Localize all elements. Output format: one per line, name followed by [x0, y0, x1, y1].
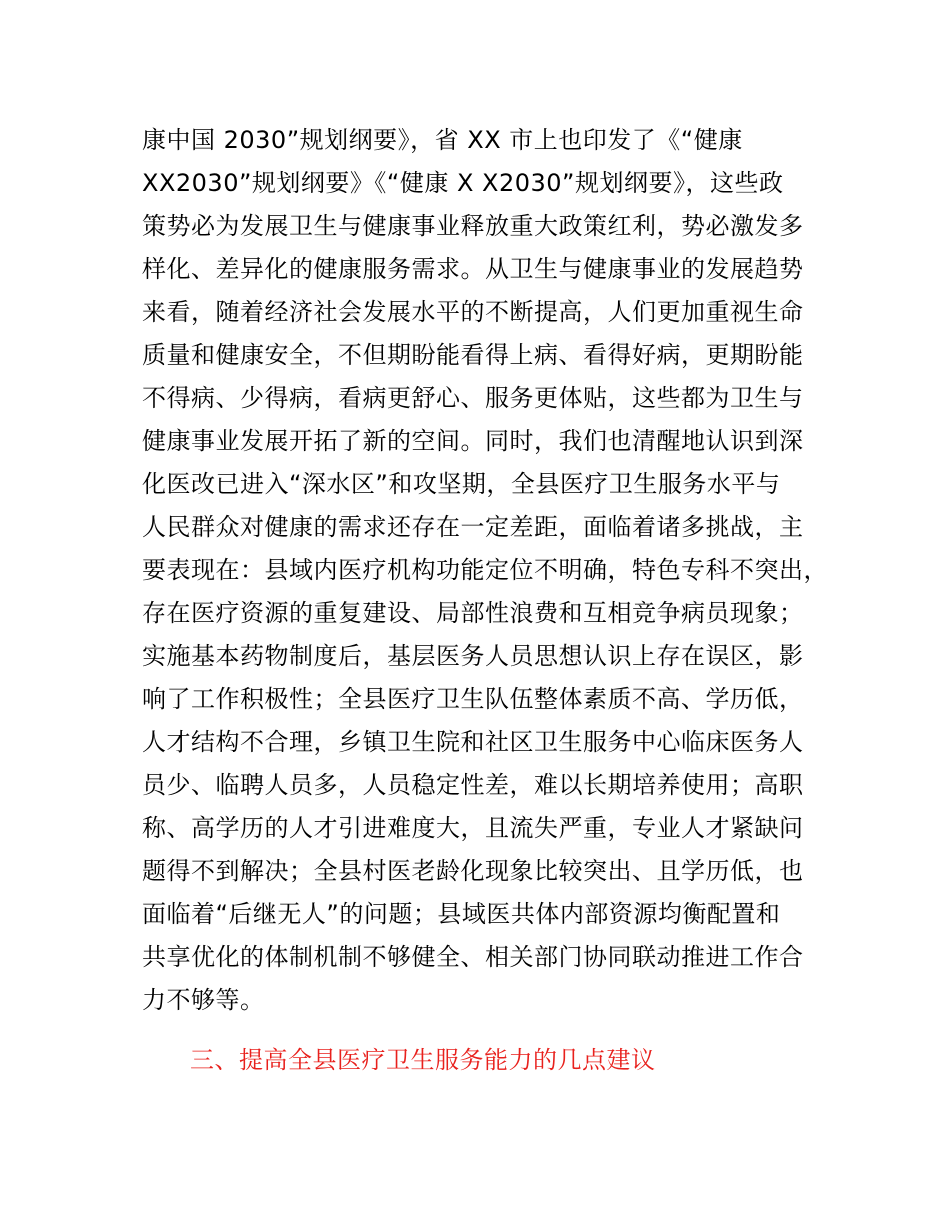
paragraph-line: 员少、临聘人员多，人员稳定性差，难以长期培养使用；高职	[142, 771, 804, 799]
paragraph-line: XX2030”规划纲要》《“健康 X X2030”规划纲要》，这些政	[142, 169, 784, 197]
paragraph-line: 质量和健康安全，不但期盼能看得上病、看得好病，更期盼能	[142, 341, 804, 369]
paragraph-line: 面临着“后继无人”的问题；县域医共体内部资源均衡配置和	[142, 900, 781, 928]
paragraph-line: 实施基本药物制度后，基层医务人员思想认识上存在误区，影	[142, 642, 804, 670]
paragraph-line: 策势必为发展卫生与健康事业释放重大政策红利，势必激发多	[142, 212, 804, 240]
paragraph-line: 化医改已进入“深水区”和攻坚期，全县医疗卫生服务水平与	[142, 470, 781, 498]
section-heading: 三、提高全县医疗卫生服务能力的几点建议	[190, 1046, 656, 1074]
paragraph-line: 要表现在：县域内医疗机构功能定位不明确，特色专科不突出，	[142, 556, 828, 584]
paragraph-line: 健康事业发展开拓了新的空间。同时，我们也清醒地认识到深	[142, 427, 804, 455]
paragraph-line: 人才结构不合理，乡镇卫生院和社区卫生服务中心临床医务人	[142, 728, 804, 756]
paragraph-line: 存在医疗资源的重复建设、局部性浪费和互相竞争病员现象；	[142, 599, 804, 627]
paragraph-line: 人民群众对健康的需求还存在一定差距，面临着诸多挑战，主	[142, 513, 804, 541]
paragraph-line: 来看，随着经济社会发展水平的不断提高，人们更加重视生命	[142, 298, 804, 326]
paragraph-line: 称、高学历的人才引进难度大，且流失严重，专业人才紧缺问	[142, 814, 804, 842]
paragraph-line: 康中国 2030”规划纲要》，省 XX 市上也印发了《“健康	[142, 126, 743, 154]
paragraph-line: 力不够等。	[142, 986, 265, 1014]
paragraph-line: 共享优化的体制机制不够健全、相关部门协同联动推进工作合	[142, 943, 804, 971]
paragraph-line: 不得病、少得病，看病更舒心、服务更体贴，这些都为卫生与	[142, 384, 804, 412]
paragraph-line: 响了工作积极性；全县医疗卫生队伍整体素质不高、学历低，	[142, 685, 804, 713]
paragraph-line: 题得不到解决；全县村医老龄化现象比较突出、且学历低，也	[142, 857, 804, 885]
paragraph-line: 样化、差异化的健康服务需求。从卫生与健康事业的发展趋势	[142, 255, 804, 283]
